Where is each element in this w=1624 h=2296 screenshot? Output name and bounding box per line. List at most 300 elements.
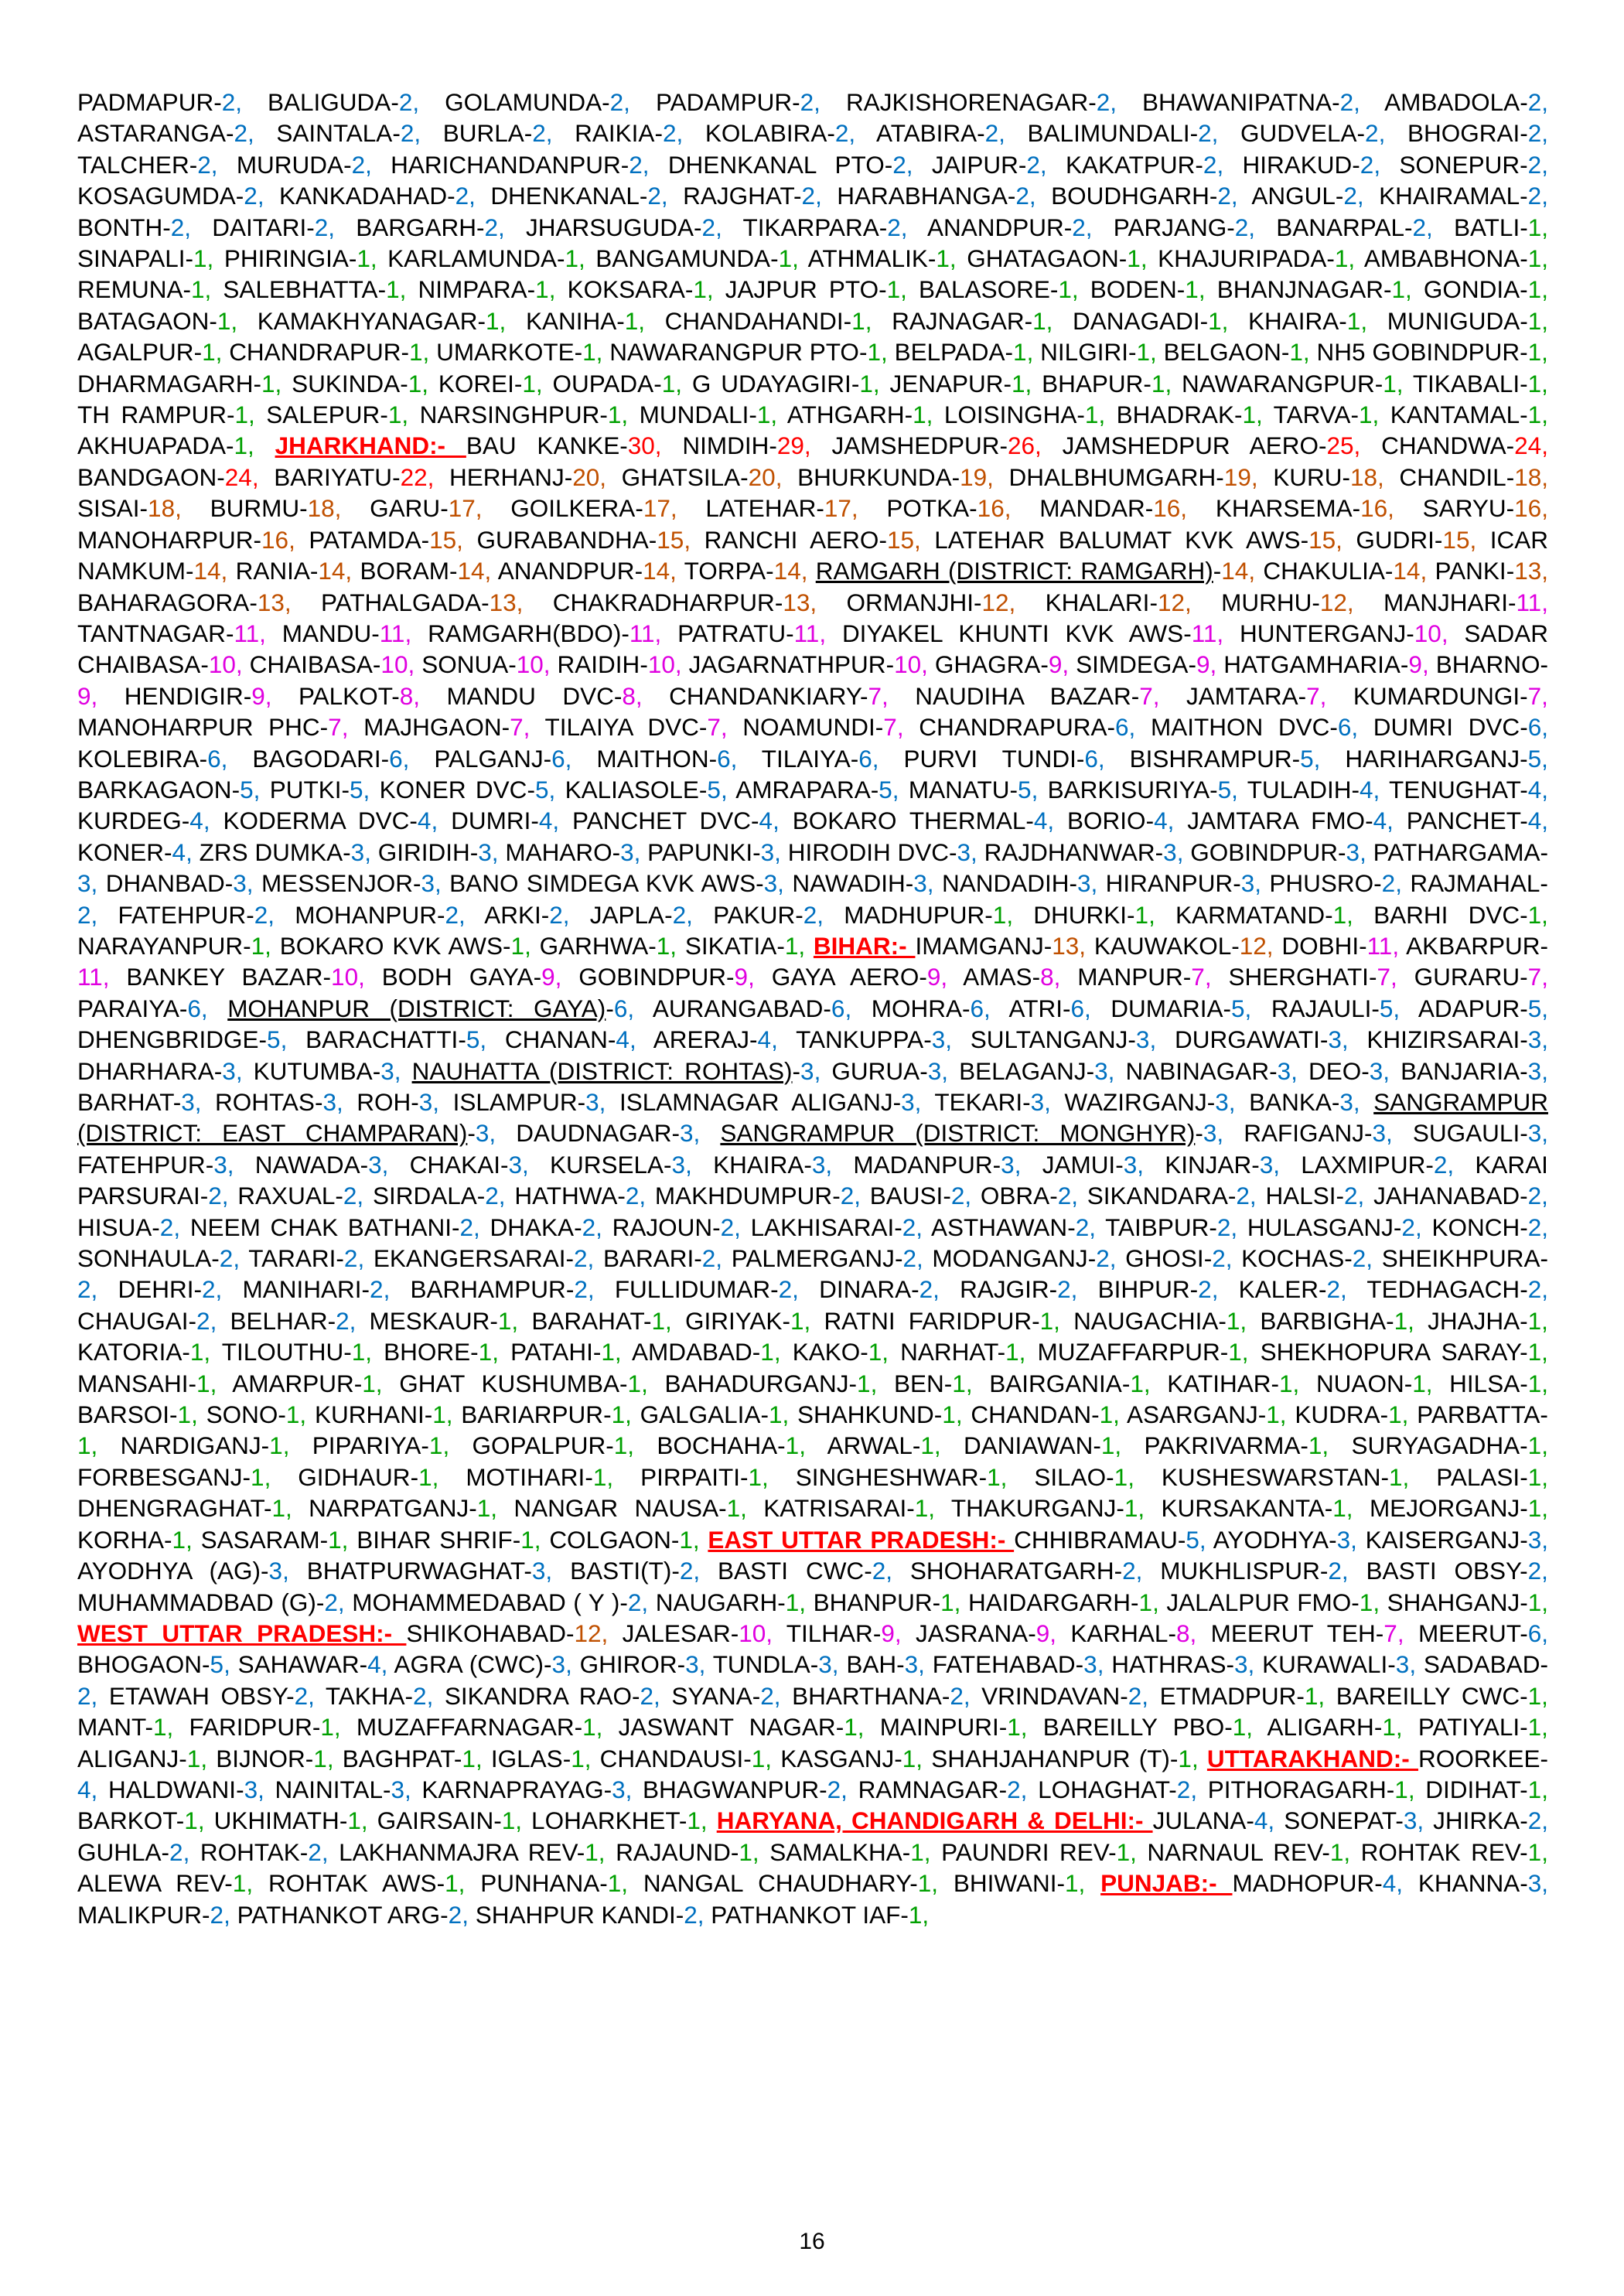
state-heading: BIHAR:-	[813, 931, 916, 960]
dash: -	[1118, 244, 1128, 273]
dash: -	[1506, 432, 1515, 460]
station-name: JAIPUR	[931, 150, 1018, 179]
station-name: MANJHARI	[1383, 588, 1508, 616]
dash: -	[404, 1681, 414, 1710]
station-name: KASGANJ	[780, 1744, 895, 1772]
dash: -	[1329, 713, 1338, 742]
rainfall-value: 2	[1527, 1557, 1542, 1585]
station-name: PATHALGADA	[320, 588, 482, 616]
separator: ,	[598, 1837, 616, 1866]
station-entry	[255, 1151, 382, 1179]
separator: ,	[1083, 994, 1111, 1022]
dash: -	[409, 807, 418, 835]
state-heading: HARYANA, CHANDIGARH & DELHI:-	[716, 1806, 1153, 1835]
station-name: JHIRKA	[1433, 1806, 1520, 1835]
station-name: PATHANKOT ARG	[237, 1900, 441, 1929]
separator: ,	[404, 1775, 422, 1803]
separator: ,	[280, 1025, 306, 1054]
station-entry	[77, 1494, 285, 1522]
station-entry	[212, 213, 328, 241]
separator: ,	[720, 775, 736, 803]
rainfall-value: 2	[197, 150, 211, 179]
rainfall-value: 3	[818, 1650, 832, 1679]
separator: ,	[1541, 1525, 1548, 1554]
separator: ,	[771, 1025, 797, 1054]
rainfall-value: 2	[1527, 88, 1542, 116]
dash: -	[481, 588, 490, 616]
rainfall-value: 1	[1527, 1713, 1542, 1742]
separator: ,	[941, 1056, 960, 1085]
dash: -	[900, 1900, 909, 1929]
rainfall-value: 6	[1115, 713, 1129, 742]
separator: ,	[1248, 213, 1277, 241]
station-name: BELHAR	[230, 1306, 328, 1335]
dash: -	[1121, 1369, 1131, 1397]
station-name: PURVI TUNDI	[903, 744, 1076, 773]
station-name: SONEPAT	[1284, 1806, 1396, 1835]
station-name: MADHUPUR	[844, 900, 985, 929]
station-name: DURGAWATI	[1175, 1025, 1320, 1054]
station-name: RAJKISHORENAGAR	[845, 88, 1089, 116]
rainfall-value: 2	[1527, 1213, 1542, 1241]
station-entry	[449, 463, 599, 491]
rainfall-value: 1	[571, 1744, 585, 1772]
rainfall-value: 1	[624, 306, 639, 335]
rainfall-value: 2	[1401, 1213, 1415, 1241]
dash: -	[224, 869, 234, 898]
separator: ,	[774, 838, 788, 866]
rainfall-value: 5	[707, 775, 721, 803]
station-name: CHAKAI	[409, 1150, 500, 1179]
dash: -	[851, 369, 860, 397]
separator: ,	[200, 994, 228, 1022]
separator: ,	[777, 869, 793, 898]
rainfall-value: 8	[399, 681, 414, 710]
dash: -	[1062, 994, 1071, 1022]
station-entry	[77, 776, 254, 803]
station-name: TANKUPPA	[796, 1025, 924, 1054]
separator: ,	[246, 869, 261, 898]
station-entry	[623, 1619, 766, 1647]
station-name: KHIZIRSARAI	[1366, 1025, 1520, 1054]
station-name: NAWARANGPUR	[1182, 369, 1375, 397]
separator: ,	[1184, 588, 1222, 616]
station-entry	[1336, 1682, 1541, 1710]
station-name: MANDAR	[1039, 494, 1145, 523]
station-entry	[769, 1838, 924, 1866]
station-name: POTKA	[886, 494, 970, 523]
dash: -	[343, 838, 351, 866]
dash: -	[1319, 1557, 1329, 1585]
rainfall-value: 1	[1334, 244, 1349, 273]
station-name: JHARSUGUDA	[526, 213, 694, 241]
station-name: BOKARO THERMAL	[792, 807, 1026, 835]
dash: -	[949, 838, 957, 866]
separator: ,	[1053, 963, 1078, 991]
separator: ,	[1541, 88, 1548, 116]
rainfall-value: 18	[1349, 462, 1378, 491]
station-entry	[1389, 776, 1541, 803]
rainfall-value: 3	[1123, 1150, 1138, 1179]
dash: -	[1342, 462, 1350, 491]
rainfall-value: 1	[497, 1306, 512, 1335]
dash: -	[1387, 1650, 1396, 1679]
dash: -	[1359, 931, 1367, 960]
dash: -	[476, 213, 485, 241]
dash: -	[577, 1088, 586, 1116]
dash: -	[242, 1462, 251, 1491]
station-entry	[491, 1745, 585, 1772]
rainfall-value: 2	[77, 900, 91, 929]
dash: -	[998, 1775, 1008, 1803]
station-entry	[223, 275, 399, 303]
separator: ,	[1319, 681, 1353, 710]
separator: ,	[1402, 1462, 1437, 1491]
separator: ,	[1149, 1025, 1175, 1054]
separator: ,	[475, 1744, 491, 1772]
station-entry	[632, 1338, 774, 1366]
separator: ,	[1541, 1619, 1548, 1647]
station-entry	[1276, 213, 1426, 241]
station-name: BAIRGANIA	[989, 1369, 1122, 1397]
separator: ,	[798, 931, 814, 960]
station-name: ATHMALIK	[807, 244, 928, 273]
dash: -	[1508, 588, 1517, 616]
dash: -	[1213, 557, 1222, 585]
dash: -	[1383, 275, 1392, 304]
separator: ,	[1541, 1462, 1548, 1491]
station-name: SINAPALI	[77, 244, 186, 273]
station-name: DANIAWAN	[963, 1431, 1093, 1460]
dash: -	[718, 1494, 727, 1523]
separator: ,	[1148, 900, 1176, 929]
station-entry	[237, 151, 365, 179]
separator: ,	[803, 1306, 824, 1335]
dash: -	[1076, 401, 1085, 429]
station-entry	[77, 1588, 338, 1616]
station-name: BARKAGAON	[77, 775, 232, 803]
dash: -	[209, 306, 217, 335]
separator: ,	[606, 1462, 641, 1491]
rainfall-value: 1	[1100, 1431, 1115, 1460]
rainfall-value: 1	[1011, 369, 1025, 397]
station-name: KAUWAKOL	[1093, 931, 1232, 960]
station-entry	[665, 1370, 871, 1397]
station-name: SAINTALA	[276, 119, 393, 148]
rainfall-value: 2	[336, 1306, 350, 1335]
separator: ,	[1138, 1494, 1162, 1523]
rainfall-value: 11	[629, 619, 655, 647]
dash: -	[678, 1806, 687, 1835]
dash: -	[1344, 1244, 1353, 1273]
station-name: RAXUAL	[237, 1182, 336, 1210]
station-entry	[683, 182, 815, 210]
rainfall-value: 1	[77, 1431, 91, 1460]
station-entry	[484, 901, 563, 929]
rainfall-value: 1	[1391, 275, 1406, 304]
station-entry	[77, 807, 203, 834]
station-entry	[77, 1057, 236, 1085]
rainfall-value: 15	[1308, 525, 1336, 554]
dash: -	[904, 401, 913, 429]
separator: ,	[1541, 150, 1548, 179]
rainfall-value: 4	[1382, 1869, 1397, 1898]
separator: ,	[408, 650, 422, 679]
rainfall-value: 1	[1005, 1338, 1019, 1366]
dash: -	[1206, 1088, 1216, 1116]
separator: ,	[90, 1431, 121, 1460]
station-name: KONER	[77, 838, 165, 866]
separator: ,	[1046, 306, 1073, 335]
station-entry	[816, 557, 1249, 585]
dash: -	[751, 807, 759, 835]
rainfall-value: 2	[720, 1213, 735, 1241]
separator: ,	[954, 1588, 968, 1616]
dash: -	[1540, 650, 1548, 679]
station-entry	[909, 776, 1032, 803]
rainfall-value: 1	[234, 432, 247, 460]
rainfall-value: 1	[1527, 1369, 1542, 1397]
dash: -	[1116, 1494, 1124, 1523]
rainfall-value: 1	[1116, 1837, 1131, 1866]
station-entry	[258, 307, 500, 335]
dash: -	[424, 1400, 433, 1429]
station-name: AMDABAD	[632, 1338, 752, 1366]
station-entry	[77, 338, 216, 366]
station-name: PARJANG	[1113, 213, 1227, 241]
station-name: MADHOPUR	[1232, 1869, 1375, 1898]
station-name: KALER	[1238, 1275, 1319, 1304]
rainfall-value: 18	[307, 494, 335, 523]
dash: -	[1520, 1431, 1528, 1460]
station-name: BORAM	[360, 557, 449, 585]
station-entry	[1114, 213, 1248, 241]
station-name: NIMPARA	[418, 275, 527, 304]
station-name: BANJARIA	[1401, 1056, 1520, 1085]
rainfall-value: 1	[510, 931, 525, 960]
station-name: DHARHARA	[77, 1056, 214, 1085]
dash: -	[671, 1557, 680, 1585]
station-entry	[575, 119, 676, 147]
separator: ,	[341, 1525, 357, 1554]
separator: ,	[665, 1306, 685, 1335]
dash: -	[827, 119, 835, 148]
separator: ,	[814, 1056, 832, 1085]
station-entry	[292, 370, 421, 397]
rainfall-value: 1	[1064, 1869, 1079, 1898]
rainfall-value: 4	[172, 838, 186, 866]
station-name: PADMAPUR	[77, 88, 214, 116]
separator: ,	[204, 275, 223, 304]
rainfall-value: 1	[522, 369, 536, 397]
station-name: SHAHPUR KANDI	[475, 1900, 676, 1929]
station-entry	[77, 1713, 167, 1741]
dash: -	[677, 1650, 686, 1679]
rainfall-value: 7	[1527, 681, 1542, 710]
station-name: BARIARPUR	[461, 1400, 604, 1429]
rainfall-value: 2	[1234, 213, 1249, 241]
station-entry	[250, 650, 408, 678]
dash: -	[182, 1338, 190, 1366]
rainfall-value: 8	[622, 681, 636, 710]
separator: ,	[1373, 150, 1400, 179]
station-entry	[640, 1400, 783, 1428]
separator: ,	[740, 1494, 764, 1523]
rainfall-value: 2	[1007, 1775, 1021, 1803]
station-name: HALDWANI	[107, 1775, 237, 1803]
dash: -	[911, 1275, 919, 1304]
station-name: NANDADIH	[941, 869, 1070, 898]
station-name: KURHANI	[314, 1400, 425, 1429]
rainfall-value: 3	[368, 1150, 382, 1179]
dash: -	[382, 1775, 391, 1803]
dash: -	[202, 1650, 210, 1679]
dash: -	[179, 1744, 187, 1772]
rainfall-value: 1	[627, 1369, 642, 1397]
station-entry	[77, 1869, 246, 1897]
station-entry	[77, 182, 258, 210]
rainfall-value: 2	[1527, 1275, 1542, 1304]
station-entry	[125, 682, 265, 710]
separator: ,	[426, 1681, 445, 1710]
separator: ,	[595, 1713, 619, 1742]
separator: ,	[1152, 1588, 1167, 1616]
separator: ,	[1018, 1338, 1038, 1366]
dash: -	[1087, 1244, 1097, 1273]
separator: ,	[473, 1213, 490, 1241]
station-name: JAPLA	[589, 900, 665, 929]
separator: ,	[642, 150, 668, 179]
rainfall-value: 3	[1233, 1650, 1248, 1679]
dash: -	[1374, 1869, 1383, 1898]
station-entry	[77, 526, 288, 554]
separator: ,	[1008, 588, 1046, 616]
station-entry	[692, 370, 873, 397]
separator: ,	[627, 1431, 657, 1460]
station-entry	[1164, 338, 1303, 366]
separator: ,	[914, 1088, 935, 1116]
separator: ,	[264, 681, 299, 710]
station-name: SHIKOHABAD	[406, 1619, 566, 1647]
rainfall-value: 2	[887, 213, 901, 241]
station-name: HENDIGIR	[124, 681, 244, 710]
separator: ,	[872, 369, 890, 397]
station-name: COLGAON	[549, 1525, 671, 1554]
dash: -	[527, 775, 535, 803]
dash: -	[1375, 1619, 1384, 1647]
separator: ,	[90, 1775, 108, 1803]
station-entry	[1105, 1213, 1230, 1241]
rainfall-value: 1	[1278, 1369, 1293, 1397]
station-name: BHOGAON	[77, 1650, 203, 1679]
station-name: GONDIA	[1423, 275, 1520, 304]
separator: ,	[692, 1525, 708, 1554]
station-entry	[109, 1682, 308, 1710]
separator: ,	[1322, 1431, 1352, 1460]
station-name: HATGAMHARIA	[1223, 650, 1401, 679]
dash: -	[1195, 1119, 1203, 1148]
station-entry	[1063, 432, 1354, 459]
dash: -	[361, 1275, 370, 1304]
separator: ,	[1180, 494, 1216, 523]
station-entry	[1284, 1806, 1417, 1834]
dash: -	[343, 1338, 352, 1366]
station-entry	[237, 1901, 462, 1929]
rainfall-value: 1	[851, 306, 865, 335]
station-name: LATEHAR	[705, 494, 817, 523]
separator: ,	[1049, 1619, 1071, 1647]
station-name: SIKANDARA	[1087, 1182, 1228, 1210]
dash: -	[449, 557, 458, 585]
separator: ,	[220, 557, 236, 585]
dash: -	[619, 432, 628, 460]
dash: -	[894, 1244, 903, 1273]
rainfall-value: 7	[1139, 681, 1153, 710]
station-name: PIRPAITI	[640, 1462, 741, 1491]
station-name: CHANDWA	[1381, 432, 1506, 460]
station-name: DUMARIA	[1111, 994, 1223, 1022]
dash: -	[984, 900, 993, 929]
rainfall-value: 2	[902, 1244, 916, 1273]
dash: -	[1520, 119, 1528, 148]
separator: ,	[1267, 1806, 1285, 1835]
rainfall-value: 3	[800, 1056, 814, 1085]
dash: -	[870, 775, 879, 803]
rainfall-value: 1	[1039, 1306, 1054, 1335]
separator: ,	[248, 401, 267, 429]
station-name: ANANDPUR	[497, 557, 635, 585]
separator: ,	[223, 1900, 237, 1929]
station-name: NEEM CHAK BATHANI	[189, 1213, 452, 1241]
rainfall-value: 2	[662, 119, 677, 148]
station-entry	[643, 1869, 931, 1897]
dash: -	[1209, 1213, 1217, 1241]
state-heading: EAST UTTAR PRADESH:-	[708, 1525, 1015, 1554]
rainfall-value: 11	[1366, 931, 1393, 960]
rainfall-value: 2	[221, 88, 236, 116]
dash: -	[756, 869, 764, 898]
dash: -	[1520, 1557, 1528, 1585]
station-entry	[1436, 1463, 1541, 1491]
station-entry	[1223, 650, 1422, 678]
separator: ,	[264, 1462, 299, 1491]
rainfall-value: 22	[400, 462, 428, 491]
station-name: KANKADAHAD	[279, 182, 448, 210]
station-name: KANIHA	[525, 306, 617, 335]
station-name: SURYAGADHA	[1351, 1431, 1520, 1460]
rainfall-value: 12	[1157, 588, 1185, 616]
rainfall-value: 1	[1130, 1369, 1144, 1397]
station-name: GUDRI	[1356, 525, 1435, 554]
station-entry	[1033, 901, 1148, 929]
station-name: KARLAMUNDA	[387, 244, 557, 273]
separator: ,	[1405, 275, 1424, 304]
station-name: PALGANJ	[434, 744, 544, 773]
dash: -	[592, 1338, 602, 1366]
station-name: KURSAKANTA	[1161, 1494, 1325, 1523]
separator: ,	[492, 1338, 511, 1366]
separator: ,	[638, 306, 665, 335]
station-name: MURUDA	[236, 150, 344, 179]
separator: ,	[523, 713, 545, 742]
station-entry	[1345, 745, 1541, 773]
station-entry	[438, 370, 536, 397]
rainfall-value: 4	[367, 1650, 381, 1679]
rainfall-value: 1	[1151, 369, 1165, 397]
separator: ,	[489, 1119, 517, 1148]
station-entry	[1038, 1776, 1190, 1803]
rainfall-value: 3	[1336, 1525, 1351, 1554]
